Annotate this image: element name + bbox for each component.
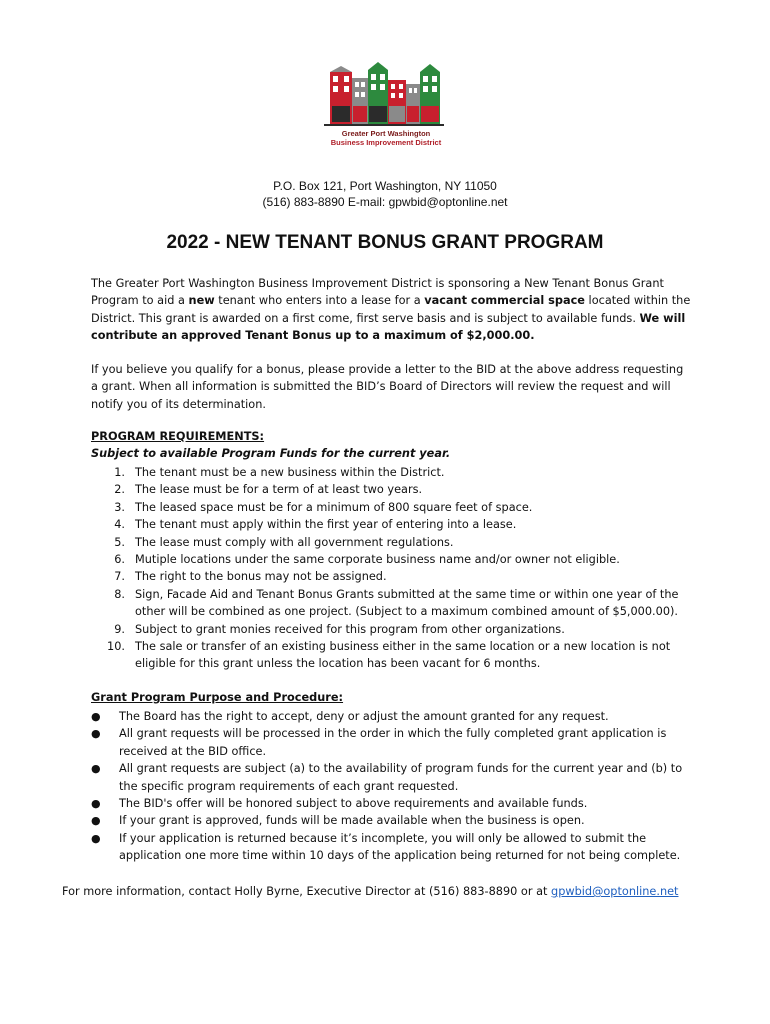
address-line: P.O. Box 121, Port Washington, NY 11050 [273,179,497,193]
bullet-icon: ● [91,797,101,811]
requirement-item: 4. The tenant must apply within the first year of entering into a lease. [114,518,517,532]
intro-paragraph [91,275,691,345]
bullet-icon: ● [91,727,101,741]
purpose-item: ● If your grant is approved, funds will be made available when the business is open. [91,812,691,829]
purpose-item: ● The Board has the right to accept, deny or adjust the amount granted for any request. [91,708,691,725]
intro-line-1: The Greater Port Washington Business Improvement District is sponsoring a New Tenant Bonus Grant [91,277,664,290]
bullet-icon: ● [91,814,101,828]
requirement-item: 3. The leased space must be for a minimum of 800 square feet of space. [114,500,533,514]
requirement-item: 9. Subject to grant monies received for this program from other organizations. [114,622,565,636]
bullet-icon: ● [91,831,101,845]
bullet-icon: ● [91,710,101,723]
requirement-item: 7. The right to the bonus may not be assigned. [114,570,387,584]
requirements-list [91,464,691,673]
requirement-item: 1. The tenant must be a new business within the District. [114,466,445,479]
intro-line-3: District. This grant is awarded on a first come, first serve basis and is subject to available funds. We will [91,311,686,325]
requirement-item: 6. Mutiple locations under the same corporate business name and/or owner not eligible. [114,553,620,567]
requirement-item: 2. The lease must be for a term of at least two years. [114,483,423,497]
requirement-item: 8. Sign, Facade Aid and Tenant Bonus Grants submitted at the same time or within one year of the other will be combined as one project. (Subject to a maximum combined amount of $5,000.00). [114,587,679,619]
contact-line: (516) 883-8890 E-mail: gpwbid@optonline.net [262,195,508,209]
logo-caption-line1: Greater Port Washington [341,129,431,138]
qualify-line-3: notify you of its determination. [91,397,266,411]
qualify-line-2: a grant. When all information is submitted the BID’s Board of Directors will review the request and will [91,380,671,394]
purpose-heading: Grant Program Purpose and Procedure: [91,691,344,704]
purpose-list [91,708,691,865]
contact-text: For more information, contact Holly Byrne, Executive Director at (516) 883-8890 or at [62,885,552,898]
logo-caption-line2: Business Improvement District [330,138,442,147]
qualify-paragraph [91,361,691,413]
bullet-icon: ● [91,762,101,776]
page-title: 2022 - NEW TENANT BONUS GRANT PROGRAM [166,232,604,253]
requirement-item: 5. The lease must comply with all government regulations. [114,535,454,549]
qualify-line-1: If you believe you qualify for a bonus, please provide a letter to the BID at the above address requesting [91,363,684,376]
requirement-item: 10. The sale or transfer of an existing business either in the same location or a new location is not eligible for this grant unless the location has been vacant for 6 months. [107,640,671,671]
purpose-item: ● All grant requests will be processed in the order in which the fully completed grant application is received at the BID office. [91,727,667,758]
purpose-item: ● If your application is returned because it’s incomplete, you will only be allowed to submit the application one more time within 10 days of the application being returned for not being complete. [91,831,681,863]
purpose-item: ● All grant requests are subject (a) to the availability of program funds for the current year and (b) to the specific program requirements of each grant requested. [91,762,683,793]
requirements-subheading: Subject to available Program Funds for the current year. [91,447,451,460]
intro-line-4: contribute an approved Tenant Bonus up to a maximum of $2,000.00. [91,329,535,343]
requirements-heading: PROGRAM REQUIREMENTS: [91,430,265,443]
contact-footer [62,885,722,898]
intro-line-2: Program to aid a new tenant who enters into a lease for a vacant commercial space located within the [91,294,691,308]
email-link[interactable]: gpwbid@optonline.net [551,885,679,898]
logo-caption [316,129,456,147]
purpose-item: ● The BID's offer will be honored subject to above requirements and available funds. [91,795,691,812]
